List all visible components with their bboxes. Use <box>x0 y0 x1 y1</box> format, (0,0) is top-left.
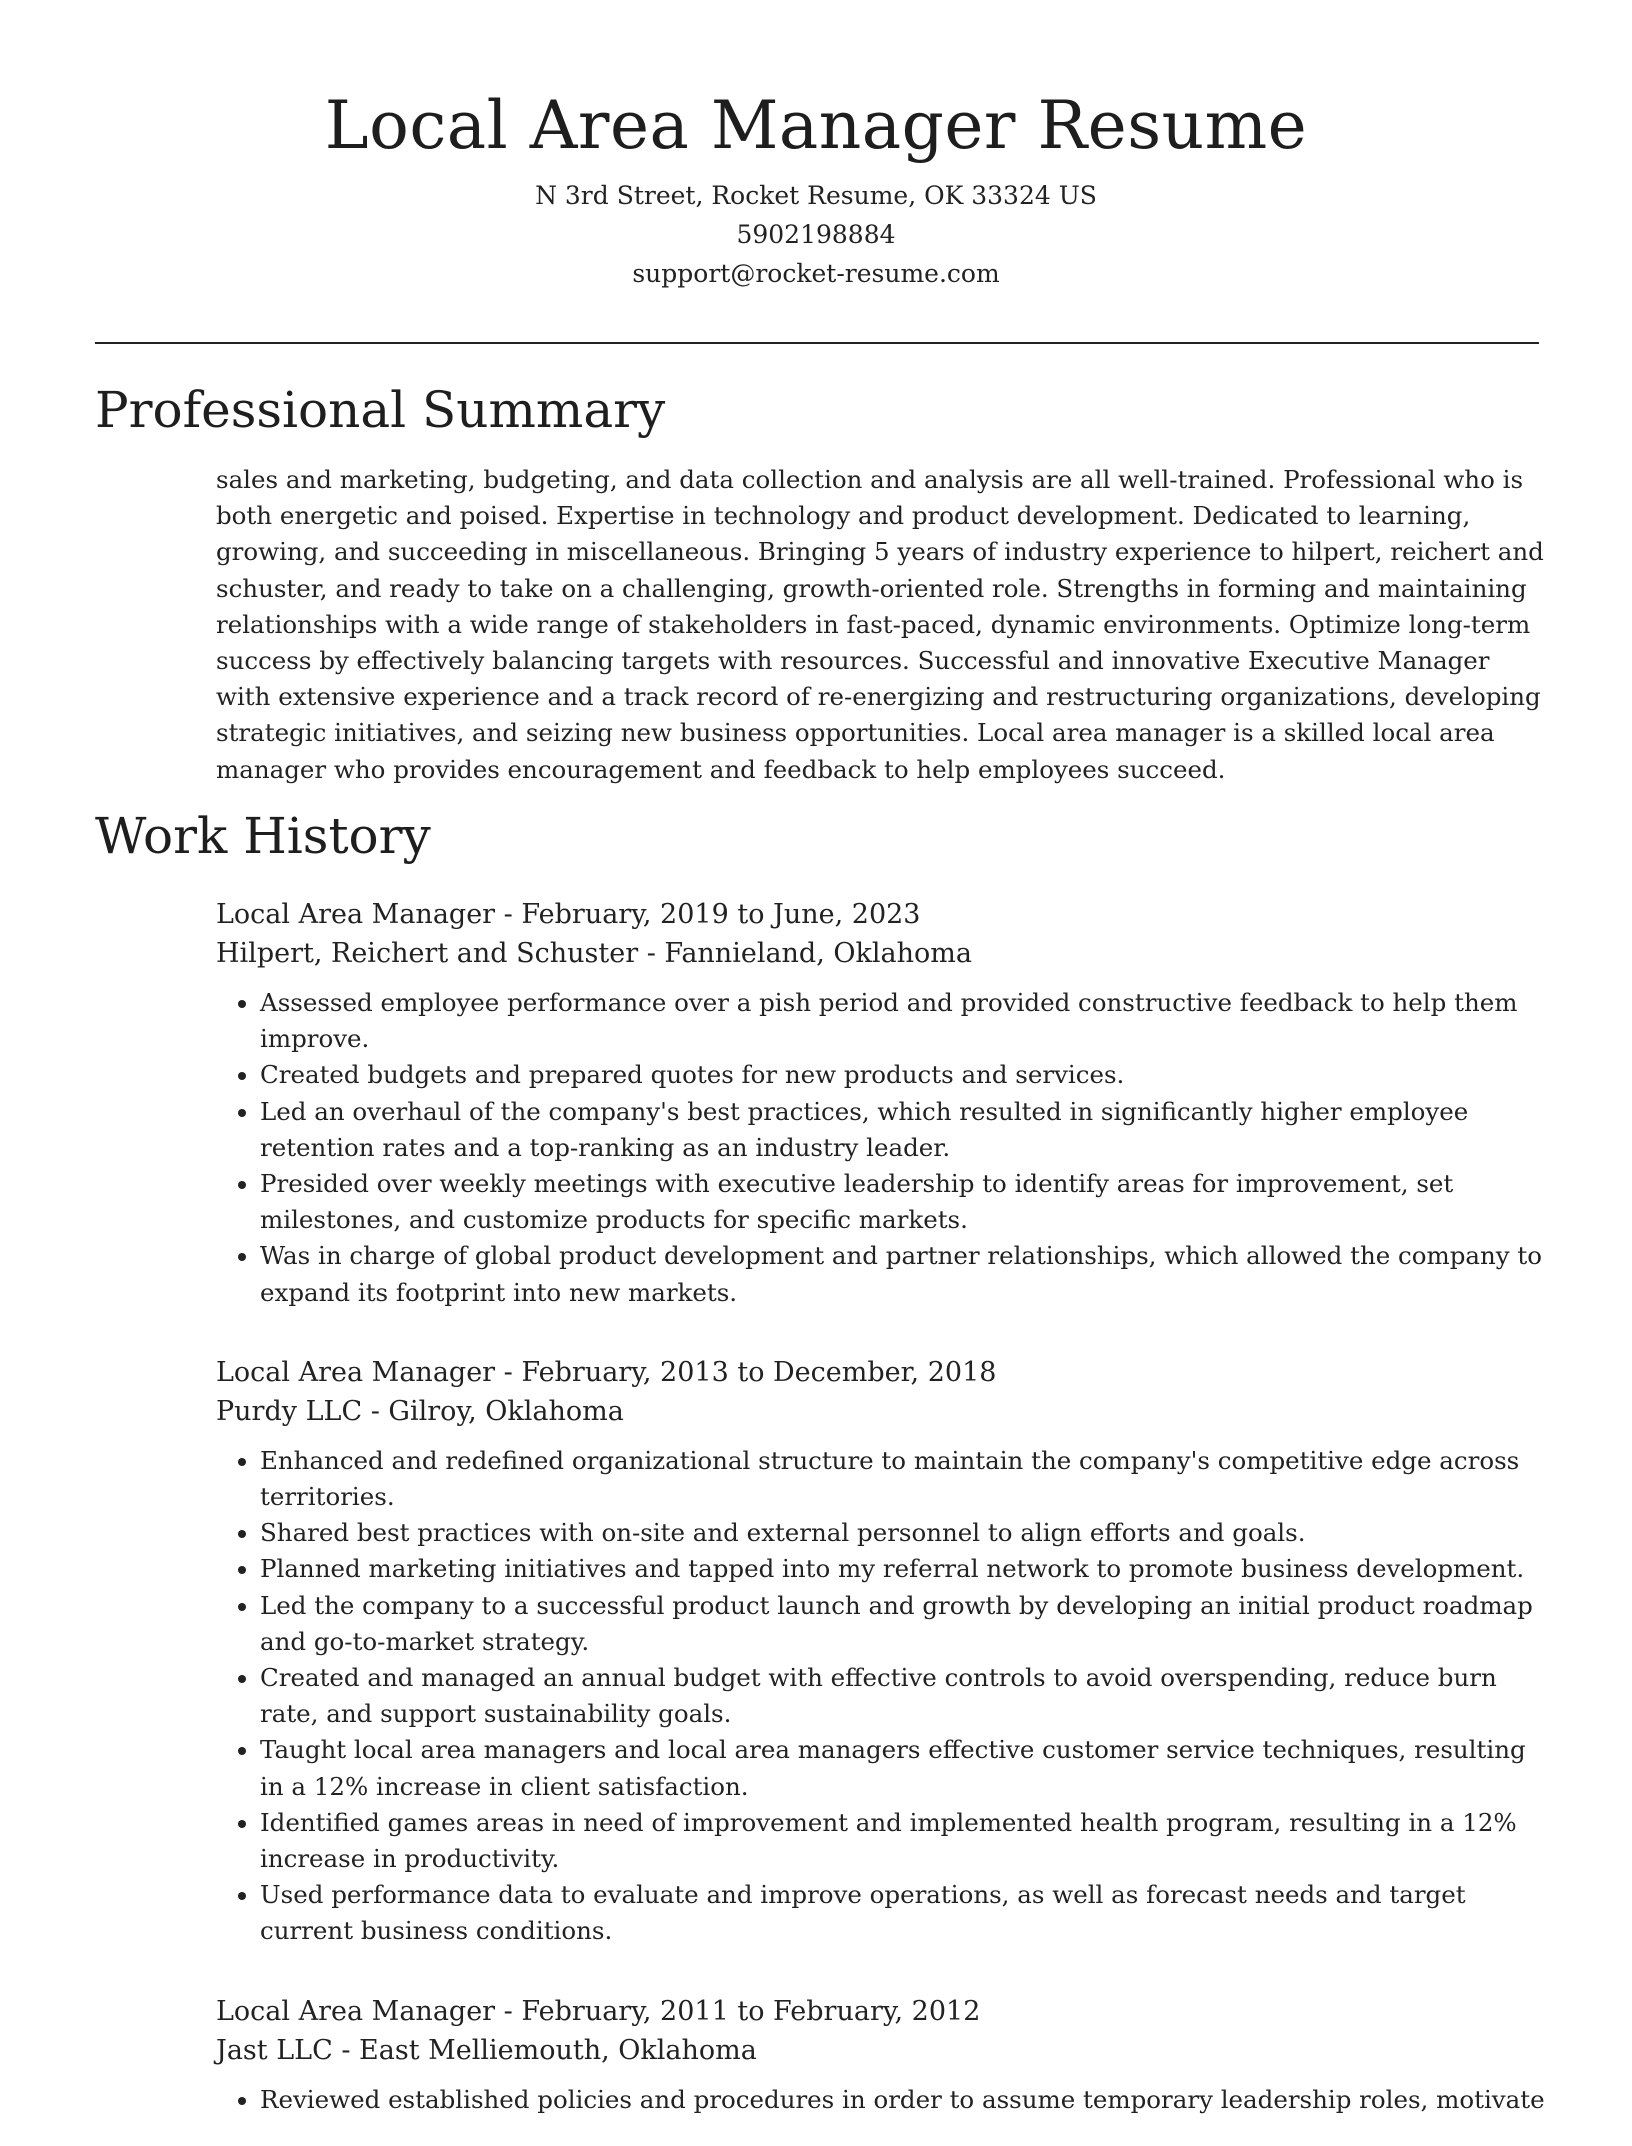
contact-address: N 3rd Street, Rocket Resume, OK 33324 US <box>535 181 1097 210</box>
header-divider <box>95 342 1539 344</box>
job-company: Jast LLC <box>216 2034 333 2066</box>
job-bullet: • Led an overhaul of the company's best practices, which resulted in significantly higher employee retention rates and a top-ranking as an industry leader. <box>260 1094 1546 1166</box>
job-company-line: Jast LLC - East Melliemouth, Oklahoma <box>216 2034 757 2066</box>
job-title-line: Local Area Manager - February, 2019 to June, 2023 <box>216 899 921 930</box>
job-company-line: Purdy LLC - Gilroy, Oklahoma <box>216 1395 624 1427</box>
job-bullet: • Taught local area managers and local area managers effective customer service techniques, resulting in a 12% increase in client satisfaction. <box>260 1732 1546 1804</box>
job-title-line: Local Area Manager - February, 2011 to February, 2012 <box>216 1995 981 2027</box>
job-bullet: • Created budgets and prepared quotes for new products and services. <box>260 1057 1546 1093</box>
resume-title: Local Area Manager Resume <box>324 87 1308 164</box>
job-bullet: • Shared best practices with on-site and external personnel to align efforts and goals. <box>260 1515 1546 1551</box>
job-bullet: • Enhanced and redefined organizational structure to maintain the company's competitive edge across territories. <box>260 1443 1546 1515</box>
job-entry <box>216 1992 1546 2118</box>
resume-header <box>0 0 1632 293</box>
job-bullets <box>216 1443 1546 1950</box>
job-bullets <box>216 985 1546 1311</box>
work-history-list <box>216 895 1546 2146</box>
job-bullet: • Created and managed an annual budget with effective controls to avoid overspending, reduce burn rate, and support sustainability goals. <box>260 1660 1546 1732</box>
job-bullets <box>216 2082 1546 2118</box>
job-bullet: • Assessed employee performance over a pish period and provided constructive feedback to help them improve. <box>260 985 1546 1057</box>
job-entry <box>216 1353 1546 1950</box>
job-bullet: • Identified games areas in need of improvement and implemented health program, resulting in a 12% increase in productivity. <box>260 1805 1546 1877</box>
job-dates: February, 2013 to December, 2018 <box>521 1356 997 1388</box>
job-bullet: • Used performance data to evaluate and improve operations, as well as forecast needs and target current business conditions. <box>260 1877 1546 1949</box>
job-bullet: • Reviewed established policies and procedures in order to assume temporary leadership roles, motivate <box>260 2082 1546 2118</box>
job-bullet: • Was in charge of global product development and partner relationships, which allowed the company to expand its footprint into new markets. <box>260 1238 1546 1310</box>
job-title-line: Local Area Manager - February, 2013 to December, 2018 <box>216 1356 997 1388</box>
contact-info <box>0 176 1632 293</box>
job-location: Fannieland, Oklahoma <box>664 938 972 969</box>
job-role: Local Area Manager <box>216 1995 496 2027</box>
job-location: East Melliemouth, Oklahoma <box>359 2034 757 2066</box>
summary-text: sales and marketing, budgeting, and data collection and analysis are all well-trained. Professional who is both energetic and poised. Expertise in technology and product development. Dedicated to learning, growing, and succeeding in miscellaneous. Bringing 5 years of industry experience to hilpert, reichert and schuster, and ready to take on a challenging, growth-oriented role. Strengths in forming and maintaining relationships with a wide range of stakeholders in fast-paced, dynamic environments. Optimize long-term success by effectively balancing targets with resources. Successful and innovative Executive Manager with extensive experience and a track record of re-energizing and restructuring organizations, developing strategic initiatives, and seizing new business opportunities. Local area manager is a skilled local area manager who provides encouragement and feedback to help employees succeed. <box>216 465 1544 784</box>
job-dates: February, 2011 to February, 2012 <box>521 1995 981 2027</box>
job-dates: February, 2019 to June, 2023 <box>521 899 921 930</box>
job-role: Local Area Manager <box>216 1356 496 1388</box>
job-bullet: • Planned marketing initiatives and tapped into my referral network to promote business development. <box>260 1551 1546 1587</box>
job-location: Gilroy, Oklahoma <box>388 1395 624 1427</box>
job-company-line: Hilpert, Reichert and Schuster - Fannieland, Oklahoma <box>216 938 972 969</box>
job-role: Local Area Manager <box>216 899 496 930</box>
job-company: Purdy LLC <box>216 1395 363 1427</box>
summary-heading: Professional Summary <box>95 381 666 439</box>
job-bullet: • Presided over weekly meetings with executive leadership to identify areas for improvement, set milestones, and customize products for specific markets. <box>260 1166 1546 1238</box>
contact-email: support@rocket-resume.com <box>632 259 1000 288</box>
job-entry <box>216 895 1546 1311</box>
job-bullet: • Led the company to a successful product launch and growth by developing an initial product roadmap and go-to-market strategy. <box>260 1588 1546 1660</box>
contact-phone: 5902198884 <box>736 220 896 249</box>
job-company: Hilpert, Reichert and Schuster <box>216 938 639 969</box>
work-history-heading: Work History <box>95 807 431 865</box>
